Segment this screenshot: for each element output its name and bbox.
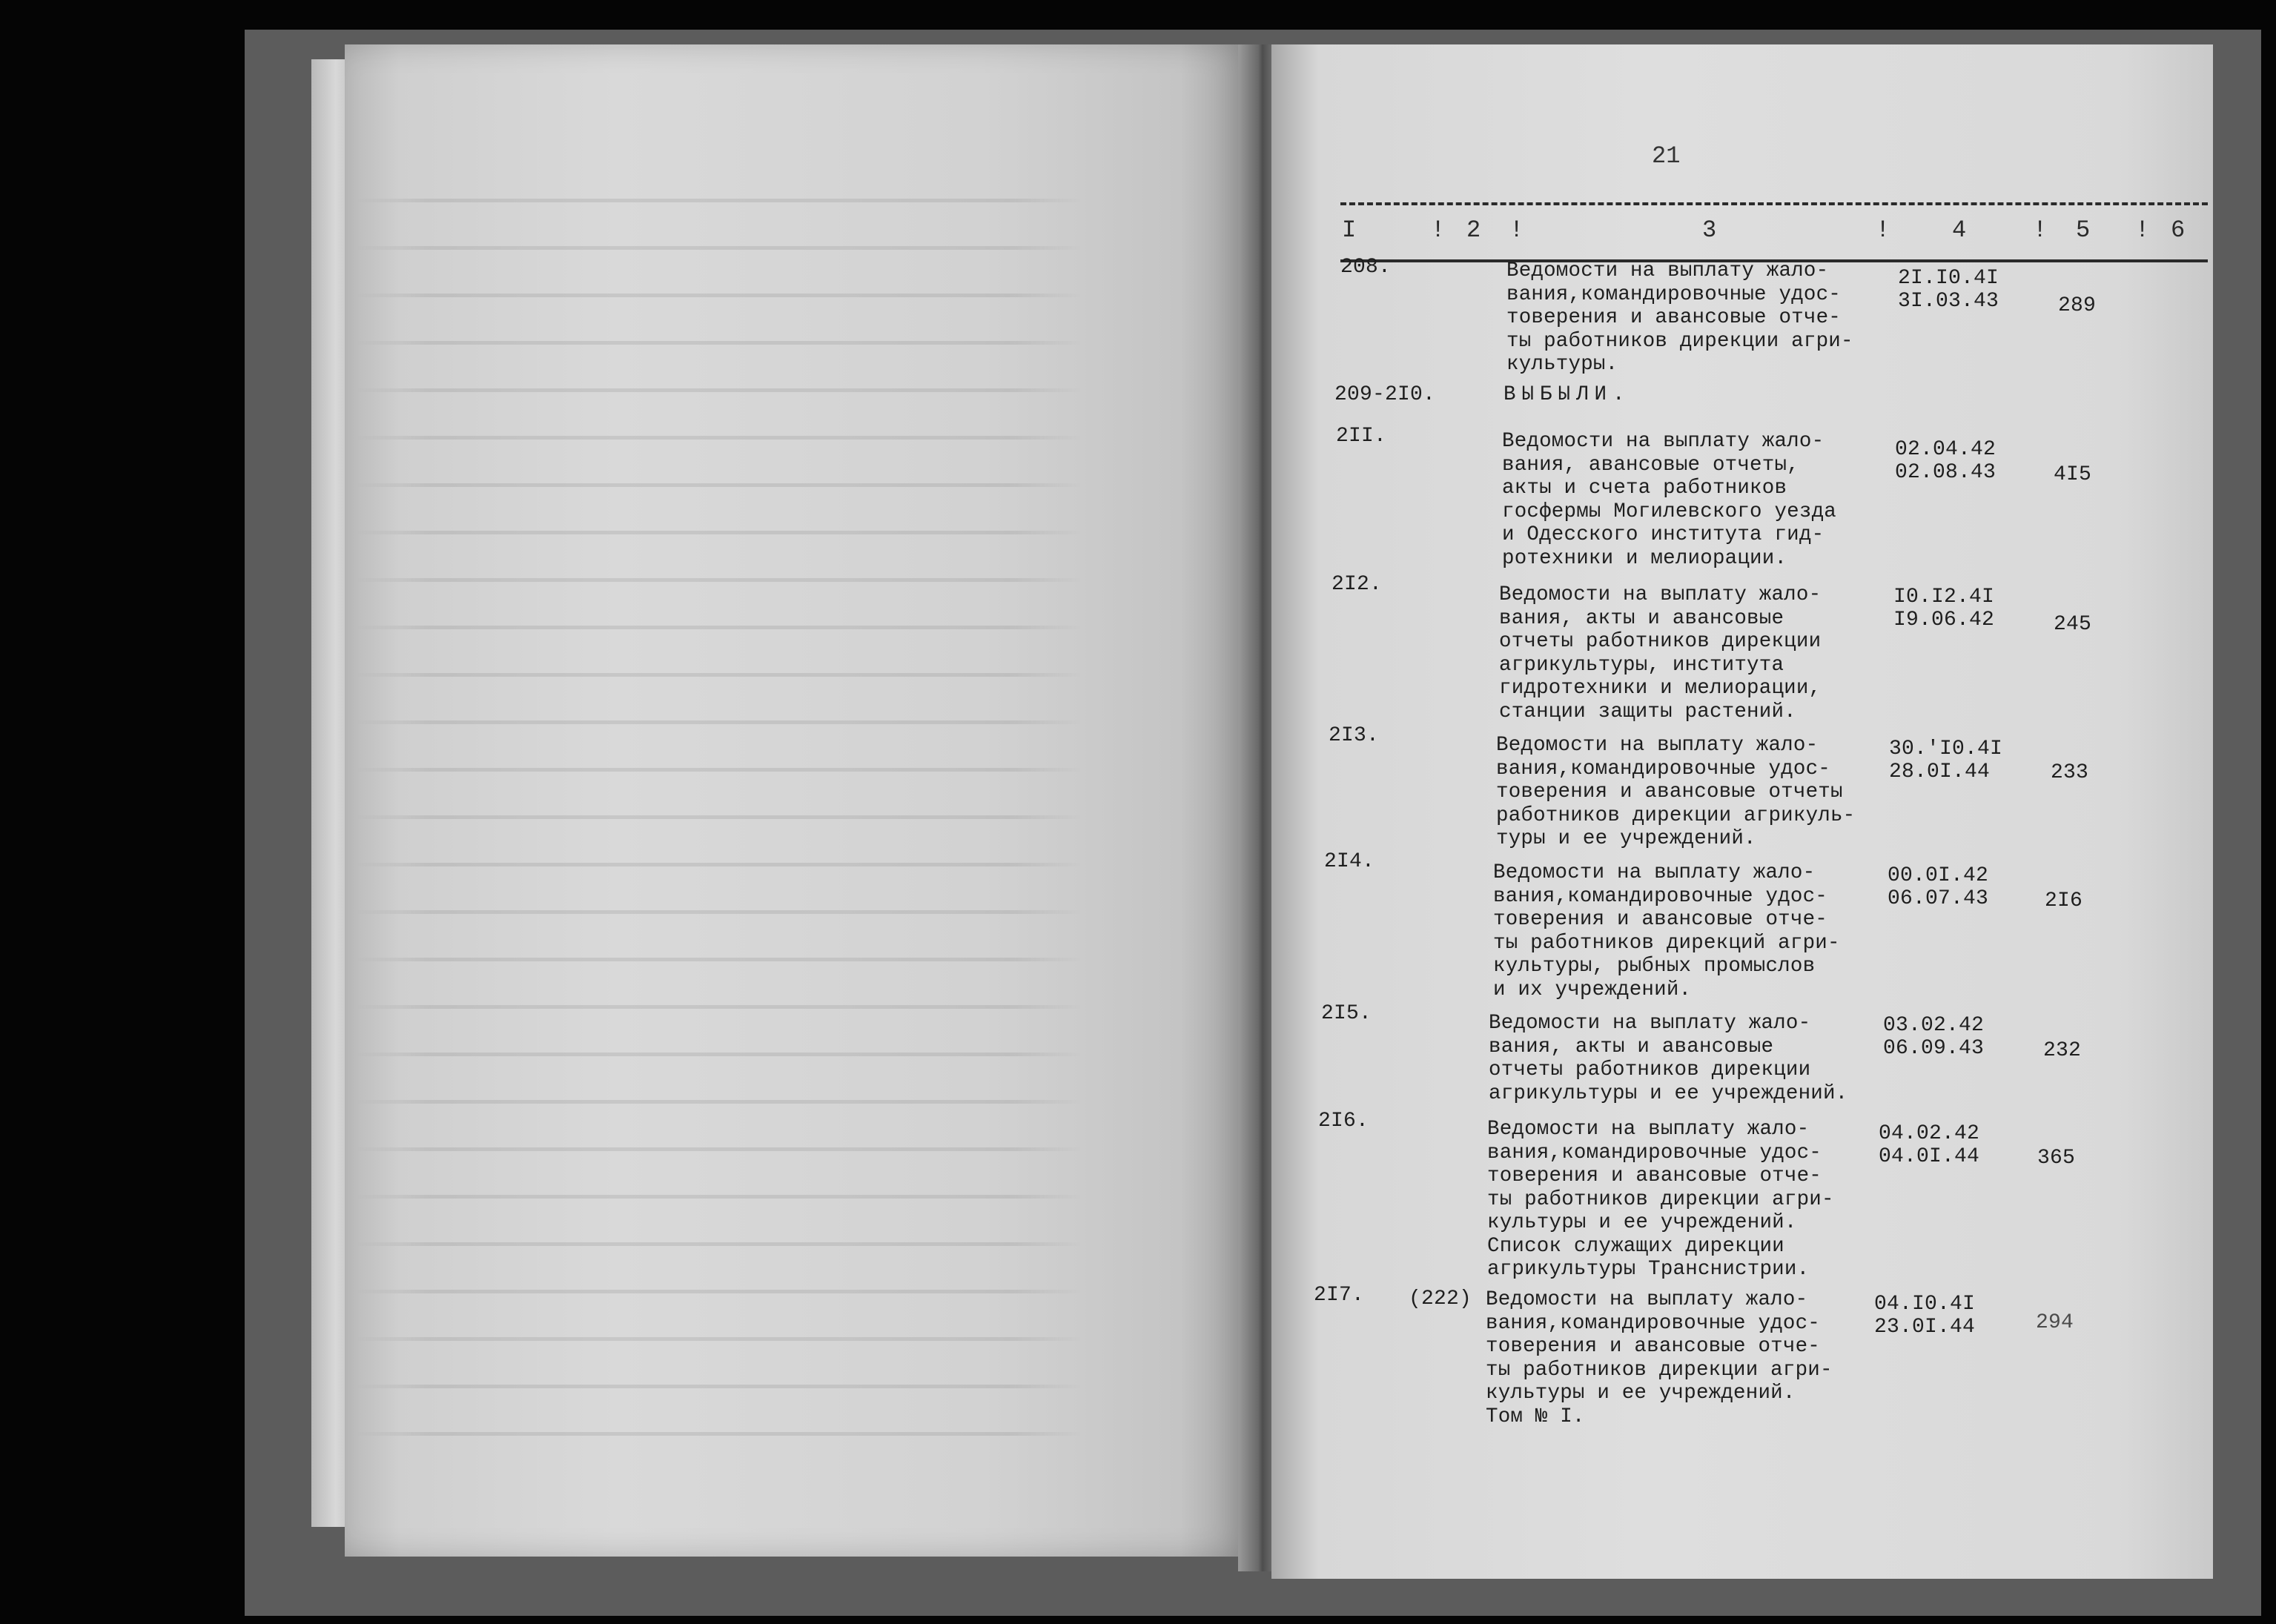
entry-sheet-count: 365 [2037,1147,2076,1170]
entry-dates: I0.I2.4I I9.06.42 [1893,586,1995,632]
entry-number: 2I5. [1321,1002,1372,1025]
entry-number: 208. [1340,256,1392,279]
column-header-2: 2 [1466,216,1481,244]
column-header-1: I [1342,216,1357,244]
entry-dates: 2I.I0.4I 3I.03.43 [1898,267,1999,313]
column-separator: ! [2135,216,2150,244]
entry-dates: 00.0I.42 06.07.43 [1888,864,1989,910]
column-header-5: 5 [2076,216,2091,244]
entry-title: Ведомости на выплату жало- вания, акты и авансовые отчеты работников дирекции агрикультуры, института гидротехники и мелиорации, станции защиты растений. [1499,583,1822,723]
column-separator: ! [1509,216,1524,244]
entry-number: 2I3. [1329,724,1380,747]
entry-title: Ведомости на выплату жало- вания,командировочные удос- товерения и авансовые отче- ты работников дирекции агри- культуры. [1506,259,1853,376]
show-through-text [356,178,1082,1438]
column-header-4: 4 [1952,216,1967,244]
entry-old-number: (222) [1409,1287,1472,1310]
entry-title: Ведомости на выплату жало- вания,командировочные удос- товерения и авансовые отче- ты работников дирекций агри- культуры, рыбных промыслов и их учреждений. [1493,861,1840,1001]
entry-sheet-count: 245 [2054,613,2092,636]
entry-sheet-count: 294 [2036,1311,2074,1334]
entry-sheet-count: 233 [2051,761,2089,784]
entry-title: Ведомости на выплату жало- вания,командировочные удос- товерения и авансовые отчеты работников дирекции агрикуль- туры и ее учреждений. [1496,734,1856,850]
entry-number: 2I4. [1324,850,1375,873]
column-separator: ! [1431,216,1446,244]
entry-sheet-count: 289 [2058,294,2097,317]
entry-title: Ведомости на выплату жало- вания,командировочные удос- товерения и авансовые отче- ты работников дирекции агри- культуры и ее учреждений. Том № I. [1486,1288,1833,1428]
entry-number: 2I7. [1314,1284,1365,1307]
entry-title: Ведомости на выплату жало- вания, авансовые отчеты, акты и счета работников госфермы Могилевского уезда и Одесского института гид- ротехники и мелиорации. [1502,430,1836,570]
column-header-6: 6 [2171,216,2186,244]
entry-number: 2II. [1336,425,1387,448]
entry-dates: 02.04.42 02.08.43 [1895,438,1997,484]
entry-dates: 04.02.42 04.0I.44 [1879,1122,1980,1168]
table-top-rule [1340,202,2208,205]
entry-number: 209-2I0. [1334,383,1436,406]
entry-dates: 04.I0.4I 23.0I.44 [1874,1293,1976,1339]
column-separator: ! [1876,216,1890,244]
entry-sheet-count: 232 [2043,1039,2082,1062]
page-number: 21 [1652,142,1681,170]
entry-title: Ведомости на выплату жало- вания, акты и авансовые отчеты работников дирекции агрикультуры и ее учреждений. [1489,1012,1848,1105]
entry-dates: 03.02.42 06.09.43 [1883,1014,1985,1060]
column-header-3: 3 [1702,216,1717,244]
entry-sheet-count: 4I5 [2054,463,2092,486]
entry-number: 2I2. [1331,573,1383,596]
entry-sheet-count: 2I6 [2045,889,2083,912]
entry-title: Ведомости на выплату жало- вания,командировочные удос- товерения и авансовые отче- ты работников дирекции агри- культуры и ее учреждений. Список служащих дирекции агрикультуры Транснистрии. [1487,1118,1834,1281]
entry-dates: 30.'I0.4I 28.0I.44 [1889,738,2003,783]
entry-title: ВЫБЫЛИ. [1503,383,1631,406]
entry-number: 2I6. [1318,1110,1369,1133]
column-separator: ! [2033,216,2048,244]
